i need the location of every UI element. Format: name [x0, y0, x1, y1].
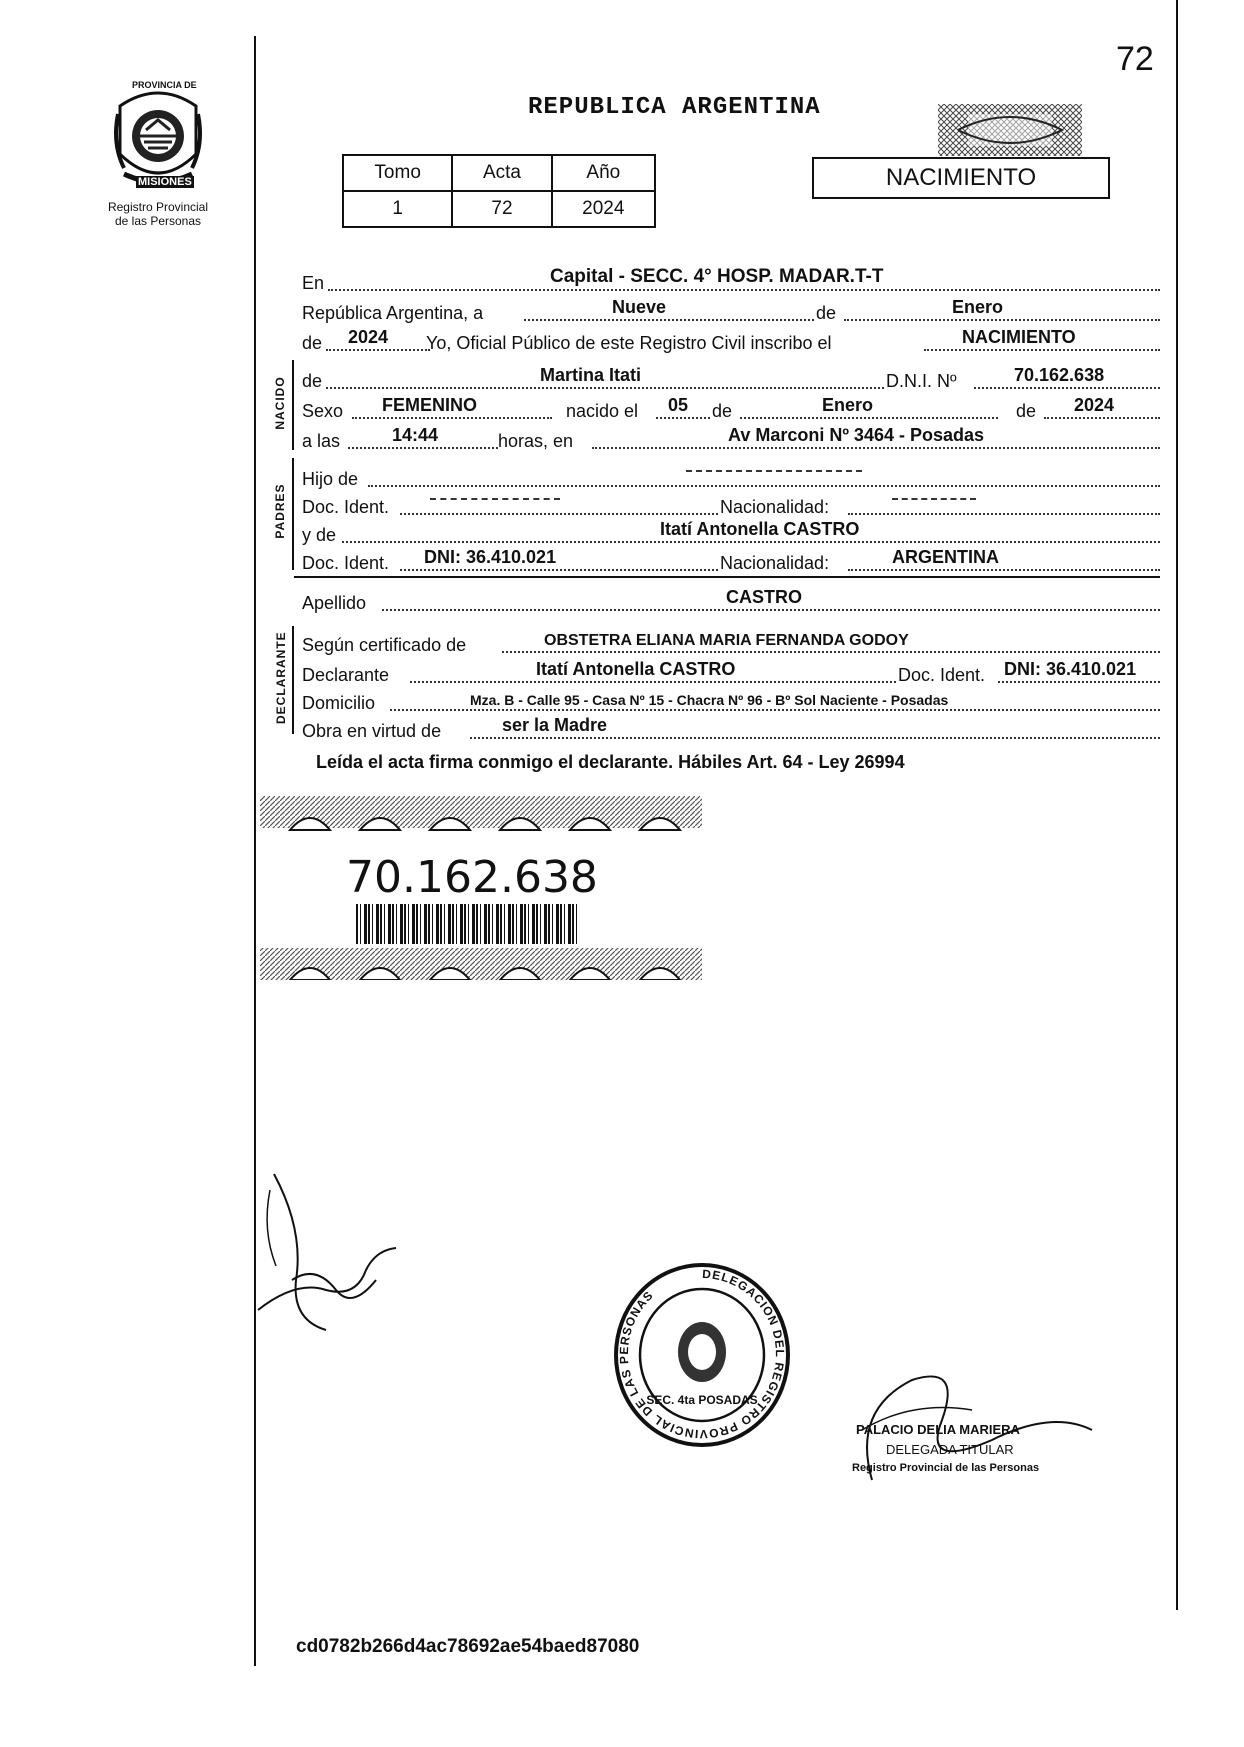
value-tomo: 1	[343, 191, 452, 227]
inscription-type: NACIMIENTO	[962, 327, 1076, 347]
dni-sticker	[260, 796, 702, 980]
row-certificado: Según certificado de OBSTETRA ELIANA MARIA FERNANDA GODOY	[302, 628, 1160, 656]
official-signature	[256, 1170, 416, 1340]
birth-time: 14:44	[392, 425, 439, 445]
header-anio: Año	[552, 155, 655, 191]
header-acta: Acta	[452, 155, 551, 191]
registration-month: Enero	[952, 297, 1004, 317]
child-sex: FEMENINO	[382, 395, 478, 415]
row-year-official: de 2024 Yo, Oficial Público de este Registro Civil inscribo el NACIMIENTO	[302, 326, 1160, 354]
row-hijo-de: Hijo de	[302, 462, 1160, 490]
row-apellido: Apellido CASTRO	[302, 586, 1160, 614]
row-domicilio: Domicilio Mza. B - Calle 95 - Casa Nº 15 - Chacra Nº 96 - Bº Sol Naciente - Posadas	[302, 686, 1160, 714]
value-acta: 72	[452, 191, 551, 227]
blank-dash	[430, 498, 560, 500]
surname: CASTRO	[726, 587, 802, 607]
delegation-stamp	[612, 1262, 792, 1448]
row-obra: Obra en virtud de ser la Madre	[302, 714, 1160, 742]
row-mother-name: y de Itatí Antonella CASTRO	[302, 518, 1160, 546]
declarant-doc: DNI: 36.410.021	[1004, 659, 1137, 679]
section-label-nacido: NACIDO	[273, 376, 287, 430]
document-hash: cd0782b266d4ac78692ae54baed87080	[296, 1636, 640, 1657]
sticker-dni-number: 70.162.638	[346, 852, 598, 903]
row-declarante: Declarante Itatí Antonella CASTRO Doc. Ident. DNI: 36.410.021	[302, 658, 1160, 686]
page-number: 72	[1116, 40, 1154, 78]
header-tomo: Tomo	[343, 155, 452, 191]
declarant-name: Itatí Antonella CASTRO	[536, 659, 736, 679]
birth-place: Av Marconi Nº 3464 - Posadas	[728, 425, 985, 445]
birth-month: Enero	[822, 395, 874, 415]
row-time-place: a las 14:44 horas, en Av Marconi Nº 3464 - Posadas	[302, 424, 1160, 452]
registration-year: 2024	[348, 327, 389, 347]
row-en: En Capital - SECC. 4° HOSP. MADAR.T-T	[302, 266, 1160, 294]
value-anio: 2024	[552, 191, 655, 227]
mother-doc: DNI: 36.410.021	[424, 547, 557, 567]
officer-stamp: PALACIO DELIA MARIERA DELEGADA TITULAR Registro Provincial de las Personas	[852, 1370, 1112, 1490]
row-republica: República Argentina, a Nueve de Enero	[302, 296, 1160, 324]
row-father-doc: Doc. Ident. Nacionalidad:	[302, 490, 1160, 518]
closing-statement: Leída el acta firma conmigo el declarante. Hábiles Art. 64 - Ley 26994	[316, 752, 905, 772]
birth-day: 05	[668, 395, 689, 415]
registry-label: Registro Provincial de las Personas	[107, 200, 209, 228]
right-margin-line	[1176, 0, 1178, 1610]
svg-text:SEC. 4ta POSADAS: SEC. 4ta POSADAS	[646, 1393, 758, 1407]
misiones-logo: PROVINCIA DE MISIONES	[110, 84, 206, 201]
row-name: de Martina Itati D.N.I. Nº 70.162.638	[302, 364, 1160, 392]
book-volume-table	[342, 154, 656, 228]
left-margin-line	[254, 36, 256, 1666]
declarant-relation: ser la Madre	[502, 715, 608, 735]
child-dni: 70.162.638	[1014, 365, 1105, 385]
document-title: REPUBLICA ARGENTINA	[528, 94, 821, 121]
security-pattern	[938, 104, 1082, 156]
section-label-padres: PADRES	[273, 483, 287, 539]
place-of-registration: Capital - SECC. 4° HOSP. MADAR.T-T	[550, 266, 884, 287]
registration-day: Nueve	[612, 297, 667, 317]
row-mother-doc: Doc. Ident. DNI: 36.410.021 Nacionalidad: ARGENTINA	[302, 546, 1160, 574]
birth-year: 2024	[1074, 395, 1115, 415]
blank-dash	[892, 498, 976, 500]
barcode	[356, 904, 580, 944]
blank-dash	[686, 470, 862, 472]
row-sexo: Sexo FEMENINO nacido el 05 de Enero de 2024	[302, 394, 1160, 422]
act-type-box: NACIMIENTO	[812, 157, 1110, 199]
mother-nationality: ARGENTINA	[892, 547, 999, 567]
section-label-declarante: DECLARANTE	[274, 631, 288, 724]
svg-text:DELEGACION DEL REGISTRO PROVIN: DELEGACION DEL REGISTRO PROVINCIAL DE LAS PERSONAS	[616, 1266, 787, 1442]
certificate-issuer: OBSTETRA ELIANA MARIA FERNANDA GODOY	[544, 632, 909, 649]
mother-name: Itatí Antonella CASTRO	[660, 519, 860, 539]
declarant-address: Mza. B - Calle 95 - Casa Nº 15 - Chacra Nº 96 - Bº Sol Naciente - Posadas	[470, 692, 949, 708]
child-name: Martina Itati	[540, 365, 642, 385]
